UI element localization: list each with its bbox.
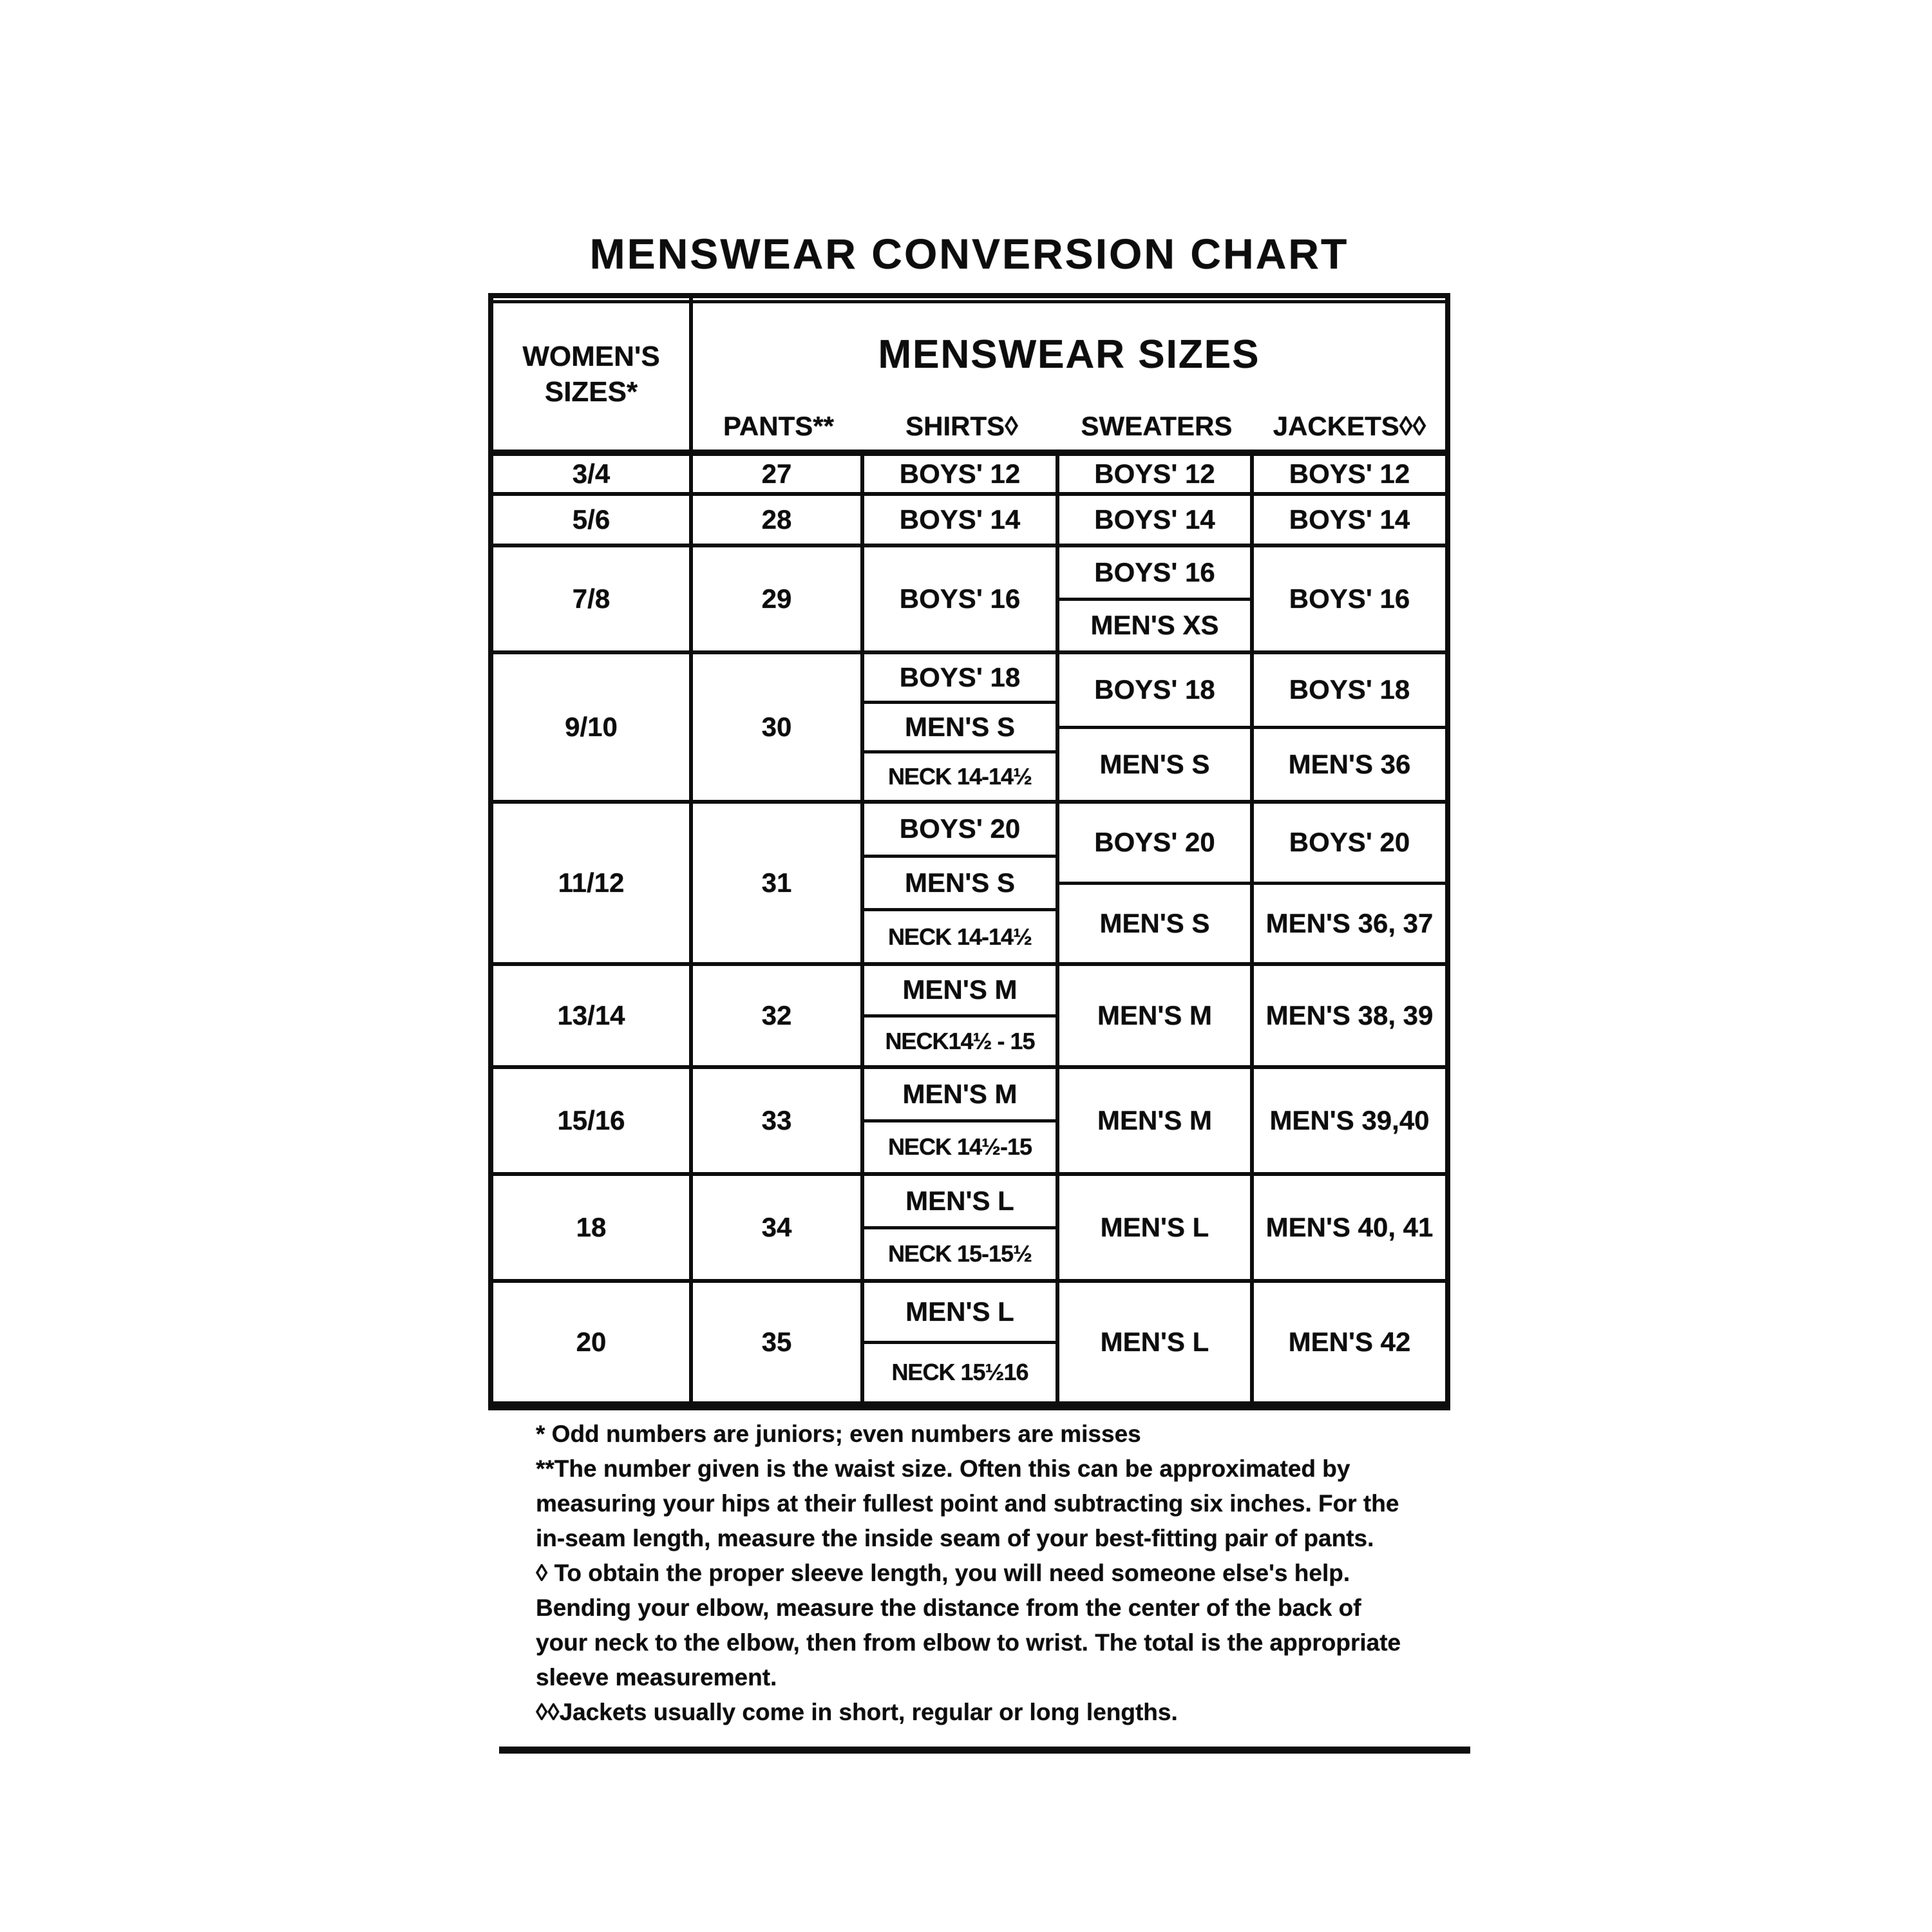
jackets-sub-cell: BOYS' 18: [1254, 654, 1445, 729]
bottom-rule: [499, 1747, 1470, 1754]
sweaters-cell: MEN'S L: [1059, 1176, 1254, 1279]
footnote-line: in-seam length, measure the inside seam of your best-fitting pair of pants.: [536, 1525, 1374, 1551]
shirts-neck-cell: NECK 15-15½: [887, 1240, 1032, 1267]
shirts-neck-cell: NECK 15½16: [891, 1359, 1028, 1386]
table-row: [493, 1069, 1445, 1176]
womens-cell: 3/4: [493, 456, 693, 492]
sweaters-cell: [1059, 654, 1254, 800]
womens-cell: 18: [493, 1176, 693, 1279]
jackets-cell: [1254, 654, 1445, 800]
womens-cell: 13/14: [493, 966, 693, 1065]
jackets-cell: MEN'S 38, 39: [1265, 1000, 1434, 1030]
pants-cell: 31: [693, 804, 864, 962]
col-header-jackets: JACKETS◊◊: [1273, 411, 1426, 441]
sweaters-cell: MEN'S M: [1059, 1069, 1254, 1172]
table-header: [493, 298, 1445, 456]
footnote-line: **The number given is the waist size. Often this can be approximated by: [536, 1455, 1350, 1482]
shirts-sub-cell: MEN'S S: [864, 704, 1056, 753]
table-row: [493, 496, 1445, 547]
sweaters-sub-cell: BOYS' 20: [1059, 804, 1250, 885]
table-row: [493, 966, 1445, 1069]
jackets-cell: MEN'S 39,40: [1269, 1105, 1430, 1135]
shirts-cell: [864, 1283, 1059, 1401]
womens-cell: 7/8: [493, 547, 693, 650]
shirts-cell: [864, 1069, 1059, 1172]
footnotes: [536, 1417, 1502, 1730]
shirts-sub-cell: MEN'S L: [864, 1283, 1056, 1344]
jackets-cell: BOYS' 12: [1289, 459, 1410, 489]
col-header-pants: PANTS**: [723, 411, 834, 441]
sweaters-cell: [1059, 547, 1254, 650]
sweaters-cell: BOYS' 14: [1059, 496, 1254, 544]
table-row: [493, 1176, 1445, 1283]
menswear-sizes-header: MENSWEAR SIZES: [878, 332, 1260, 377]
womens-cell: 9/10: [493, 654, 693, 800]
shirts-neck-cell: NECK 14-14½: [887, 923, 1032, 950]
shirts-cell: [864, 1176, 1059, 1279]
jackets-cell: [1254, 804, 1445, 962]
jackets-cell: BOYS' 16: [1289, 583, 1410, 614]
shirts-sub-cell: BOYS' 18: [864, 654, 1056, 704]
sweaters-cell: BOYS' 12: [1059, 456, 1254, 492]
menswear-header-area: [693, 298, 1445, 450]
womens-cell: 11/12: [493, 804, 693, 962]
jackets-sub-cell: MEN'S 36, 37: [1265, 907, 1434, 938]
shirts-neck-cell: NECK 14-14½: [887, 763, 1032, 790]
sweaters-sub-cell: MEN'S S: [1099, 907, 1210, 938]
sweaters-sub-cell: MEN'S S: [1099, 748, 1210, 779]
sweaters-sub-cell: BOYS' 16: [1059, 547, 1250, 601]
conversion-table: [488, 293, 1450, 1410]
womens-cell: 20: [493, 1283, 693, 1401]
womens-sizes-header: WOMEN'S SIZES*: [493, 298, 693, 450]
shirts-cell: [864, 654, 1059, 800]
jackets-sub-cell: BOYS' 20: [1254, 804, 1445, 885]
pants-cell: 29: [693, 547, 864, 650]
shirts-sub-cell: MEN'S M: [864, 966, 1056, 1018]
footnote-line: measuring your hips at their fullest point and subtracting six inches. For the: [536, 1490, 1399, 1517]
jackets-cell: BOYS' 14: [1289, 504, 1410, 535]
footnote-line: ◊ To obtain the proper sleeve length, you will need someone else's help.: [536, 1560, 1350, 1586]
footnote-line: Bending your elbow, measure the distance from the center of the back of: [536, 1595, 1361, 1621]
column-headers: [693, 394, 1445, 450]
shirts-cell: [864, 966, 1059, 1065]
sweaters-sub-cell: MEN'S XS: [1090, 610, 1219, 641]
footnote-line: ◊◊Jackets usually come in short, regular or long lengths.: [536, 1699, 1178, 1725]
sweaters-cell: MEN'S M: [1059, 966, 1254, 1065]
table-row: [493, 804, 1445, 966]
footnote-line: your neck to the elbow, then from elbow to wrist. The total is the appropriate: [536, 1629, 1401, 1656]
shirts-neck-cell: NECK 14½-15: [887, 1133, 1032, 1160]
pants-cell: 28: [693, 496, 864, 544]
pants-cell: 27: [693, 456, 864, 492]
jackets-sub-cell: MEN'S 36: [1288, 748, 1411, 779]
table-row: [493, 547, 1445, 654]
pants-cell: 32: [693, 966, 864, 1065]
shirts-sub-cell: MEN'S M: [864, 1069, 1056, 1122]
pants-cell: 34: [693, 1176, 864, 1279]
shirts-sub-cell: MEN'S L: [864, 1176, 1056, 1229]
jackets-cell: MEN'S 40, 41: [1265, 1212, 1434, 1242]
shirts-neck-cell: NECK14½ - 15: [885, 1027, 1035, 1054]
footnote-line: sleeve measurement.: [536, 1664, 777, 1690]
womens-cell: 15/16: [493, 1069, 693, 1172]
col-header-shirts: SHIRTS◊: [905, 411, 1018, 441]
shirts-sub-cell: BOYS' 20: [864, 804, 1056, 858]
shirts-cell: BOYS' 14: [864, 496, 1059, 544]
sweaters-sub-cell: BOYS' 18: [1059, 654, 1250, 729]
pants-cell: 33: [693, 1069, 864, 1172]
col-header-sweaters: SWEATERS: [1081, 411, 1233, 441]
shirts-cell: BOYS' 12: [864, 456, 1059, 492]
sweaters-cell: [1059, 804, 1254, 962]
womens-cell: 5/6: [493, 496, 693, 544]
table-row: [493, 456, 1445, 496]
table-row: [493, 1283, 1445, 1401]
shirts-cell: [864, 804, 1059, 962]
shirts-cell: BOYS' 16: [864, 547, 1059, 650]
pants-cell: 30: [693, 654, 864, 800]
jackets-cell: MEN'S 42: [1288, 1327, 1411, 1357]
footnote-line: * Odd numbers are juniors; even numbers are misses: [536, 1421, 1141, 1447]
sweaters-cell: MEN'S L: [1059, 1283, 1254, 1401]
table-row: [493, 654, 1445, 804]
shirts-sub-cell: MEN'S S: [864, 858, 1056, 912]
pants-cell: 35: [693, 1283, 864, 1401]
page-title: MENSWEAR CONVERSION CHART: [589, 230, 1349, 278]
